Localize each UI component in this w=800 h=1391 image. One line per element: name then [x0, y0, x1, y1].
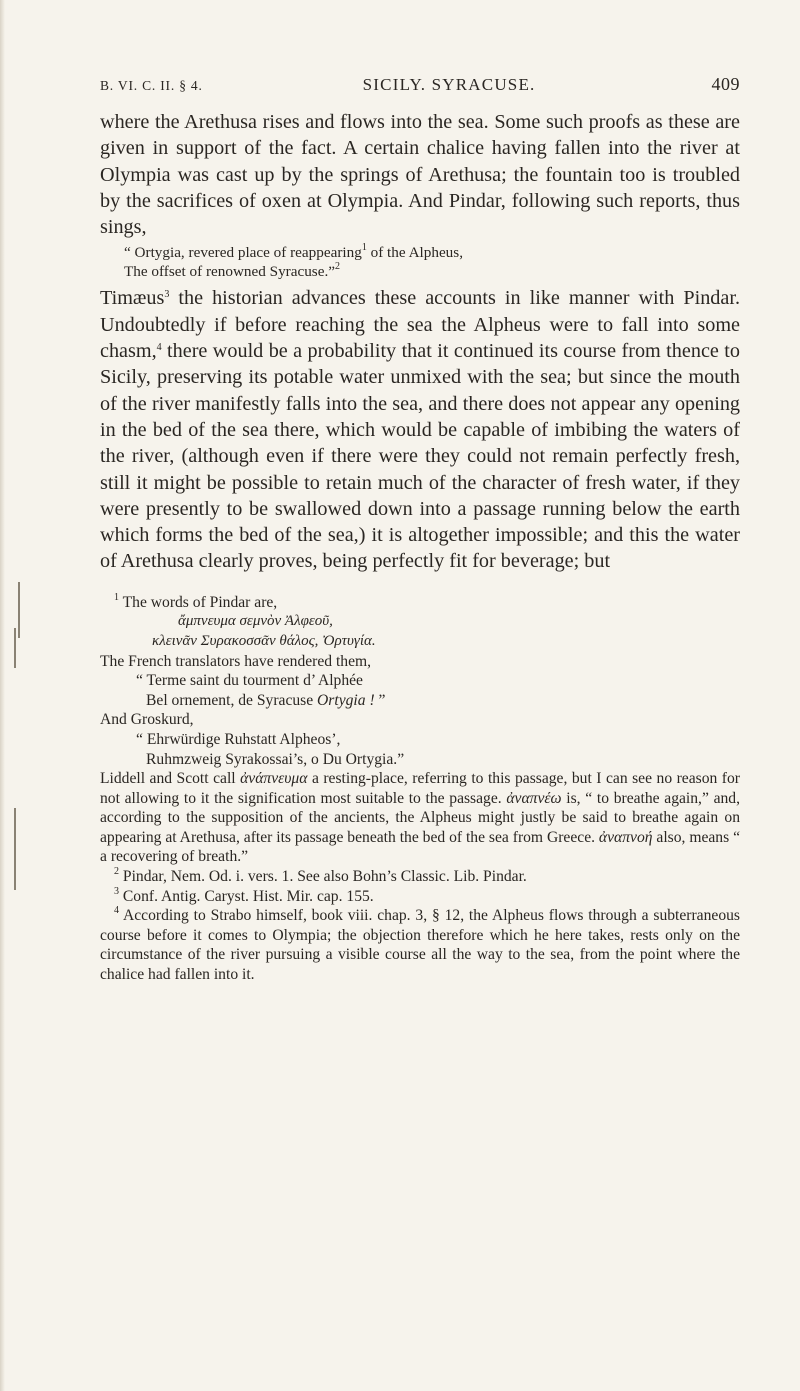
footnote-text: The French translators have rendered them, — [100, 652, 372, 670]
quote-text: ” — [374, 691, 386, 709]
paragraph — [100, 285, 740, 574]
footnote-mark: 2 — [114, 866, 119, 878]
margin-mark — [14, 808, 16, 890]
footnote-ref: 3 — [164, 289, 170, 301]
german-quote-line: “ Ehrwürdige Ruhstatt Alpheos’, — [136, 730, 341, 748]
footnote-text: And Groskurd, — [100, 711, 194, 729]
footnote-text: Pindar, Nem. Od. i. vers. 1. See also Bohn’s Classic. Lib. Pindar. — [119, 868, 527, 886]
verse-line — [124, 262, 740, 281]
running-head — [100, 74, 740, 95]
margin-mark — [14, 628, 16, 668]
page-spine-shadow — [0, 0, 5, 1391]
footnotes — [100, 593, 740, 985]
german-quote-line: Ruhmzweig Syrakossai’s, o Du Ortygia.” — [146, 750, 405, 768]
french-quote-line: “ Terme saint du tourment d’ Alphée — [136, 672, 363, 690]
footnote-mark: 1 — [114, 591, 119, 603]
verse-text: The offset of renowned Syracuse.” — [124, 263, 336, 281]
quote-text: Bel ornement, de Syracuse — [146, 691, 318, 709]
greek-quote-line: κλεινᾶν Συρακοσσᾶν θάλος, Ὀρτυγία. — [152, 632, 376, 649]
french-quote-line — [146, 691, 740, 711]
footnote-text: Conf. Antig. Caryst. Hist. Mir. cap. 155. — [119, 887, 374, 905]
margin-mark — [18, 582, 20, 638]
footnote-ref: 4 — [156, 342, 162, 354]
footnote-ref: 2 — [335, 261, 341, 273]
greek-quote-line: ἄμπνευμα σεμνὸν Ἀλφεοῦ, — [178, 613, 333, 630]
paragraph-text: Timæus — [100, 287, 165, 310]
footnote-4 — [100, 906, 740, 984]
quote-text-italic: Ortygia ! — [317, 691, 375, 709]
greek-word: ἀναπνοή — [598, 828, 653, 846]
verse-quotation — [124, 243, 740, 281]
footnote-1 — [100, 593, 740, 613]
greek-word: ἀναπνέω — [506, 789, 562, 807]
footnote-text: The words of Pindar are, — [119, 593, 278, 611]
footnote-text: also, means “ a recovering of breath.” — [100, 828, 740, 866]
greek-word: ἀνάπνευμα — [240, 770, 308, 788]
running-title: SICILY. SYRACUSE. — [362, 75, 536, 94]
footnote-text: is, “ to breathe again,” and, according to the supposition of the ancients, the Alpheus might justly be said to breathe again on appearing at Arethusa, after its passage beneath the bed of the sea from Greece. — [100, 789, 740, 846]
footnote-text — [100, 769, 740, 867]
footnote-mark: 3 — [114, 885, 119, 897]
footnote-3 — [100, 887, 740, 907]
book-page — [100, 74, 740, 985]
chapter-reference: B. VI. C. II. § 4. — [100, 78, 203, 93]
footnote-text: According to Strabo himself, book viii. chap. 3, § 12, the Alpheus flows through a subterraneous course before it comes to Olympia; the objection therefore which he here takes, rests only on the circumstance of the river pursuing a visible course all the way to the sea, from the point where the chalice had fallen into it. — [100, 907, 740, 984]
verse-line — [124, 243, 740, 262]
verse-text: “ Ortygia, revered place of reappearing — [124, 244, 362, 262]
paragraph: where the Arethusa rises and flows into the sea. Some such proofs as these are given in support of the fact. A certain chalice having fallen into the river at Olympia was cast up by the springs of Arethusa; the fountain too is troubled by the sacrifices of oxen at Olympia. And Pindar, following such reports, thus sings, — [100, 111, 740, 239]
footnote-text: a resting-place, referring to this passage, but I can see no reason for not allowing to it the signification most suitable to the passage. — [100, 770, 740, 807]
paragraph-text: there would be a probability that it continued its course from thence to Sicily, preserving its potable water unmixed with the sea; but since the mouth of the river manifestly falls into the sea, and there does not appear any opening in the bed of the sea there, which would be capable of imbibing the waters of the river, (although even if there were they could not remain perfectly fresh, still it might be possible to retain much of the character of fresh water, if they were presently to be swallowed down into a passage running below the earth which forms the bed of the sea,) it is altogether impossible; and this the water of Arethusa clearly proves, being perfectly fit for beverage; but — [100, 340, 740, 573]
footnote-ref: 1 — [361, 242, 367, 254]
main-text — [100, 109, 740, 575]
paragraph-text: the historian advances these accounts in like manner with Pindar. Undoubtedly if before reaching the sea the Alpheus were to fall into some chasm, — [100, 287, 740, 363]
footnote-2 — [100, 867, 740, 887]
page-number: 409 — [711, 74, 740, 94]
footnote-text: Liddell and Scott call — [100, 770, 241, 788]
footnote-mark: 4 — [114, 905, 119, 917]
verse-text: of the Alpheus, — [366, 244, 463, 262]
